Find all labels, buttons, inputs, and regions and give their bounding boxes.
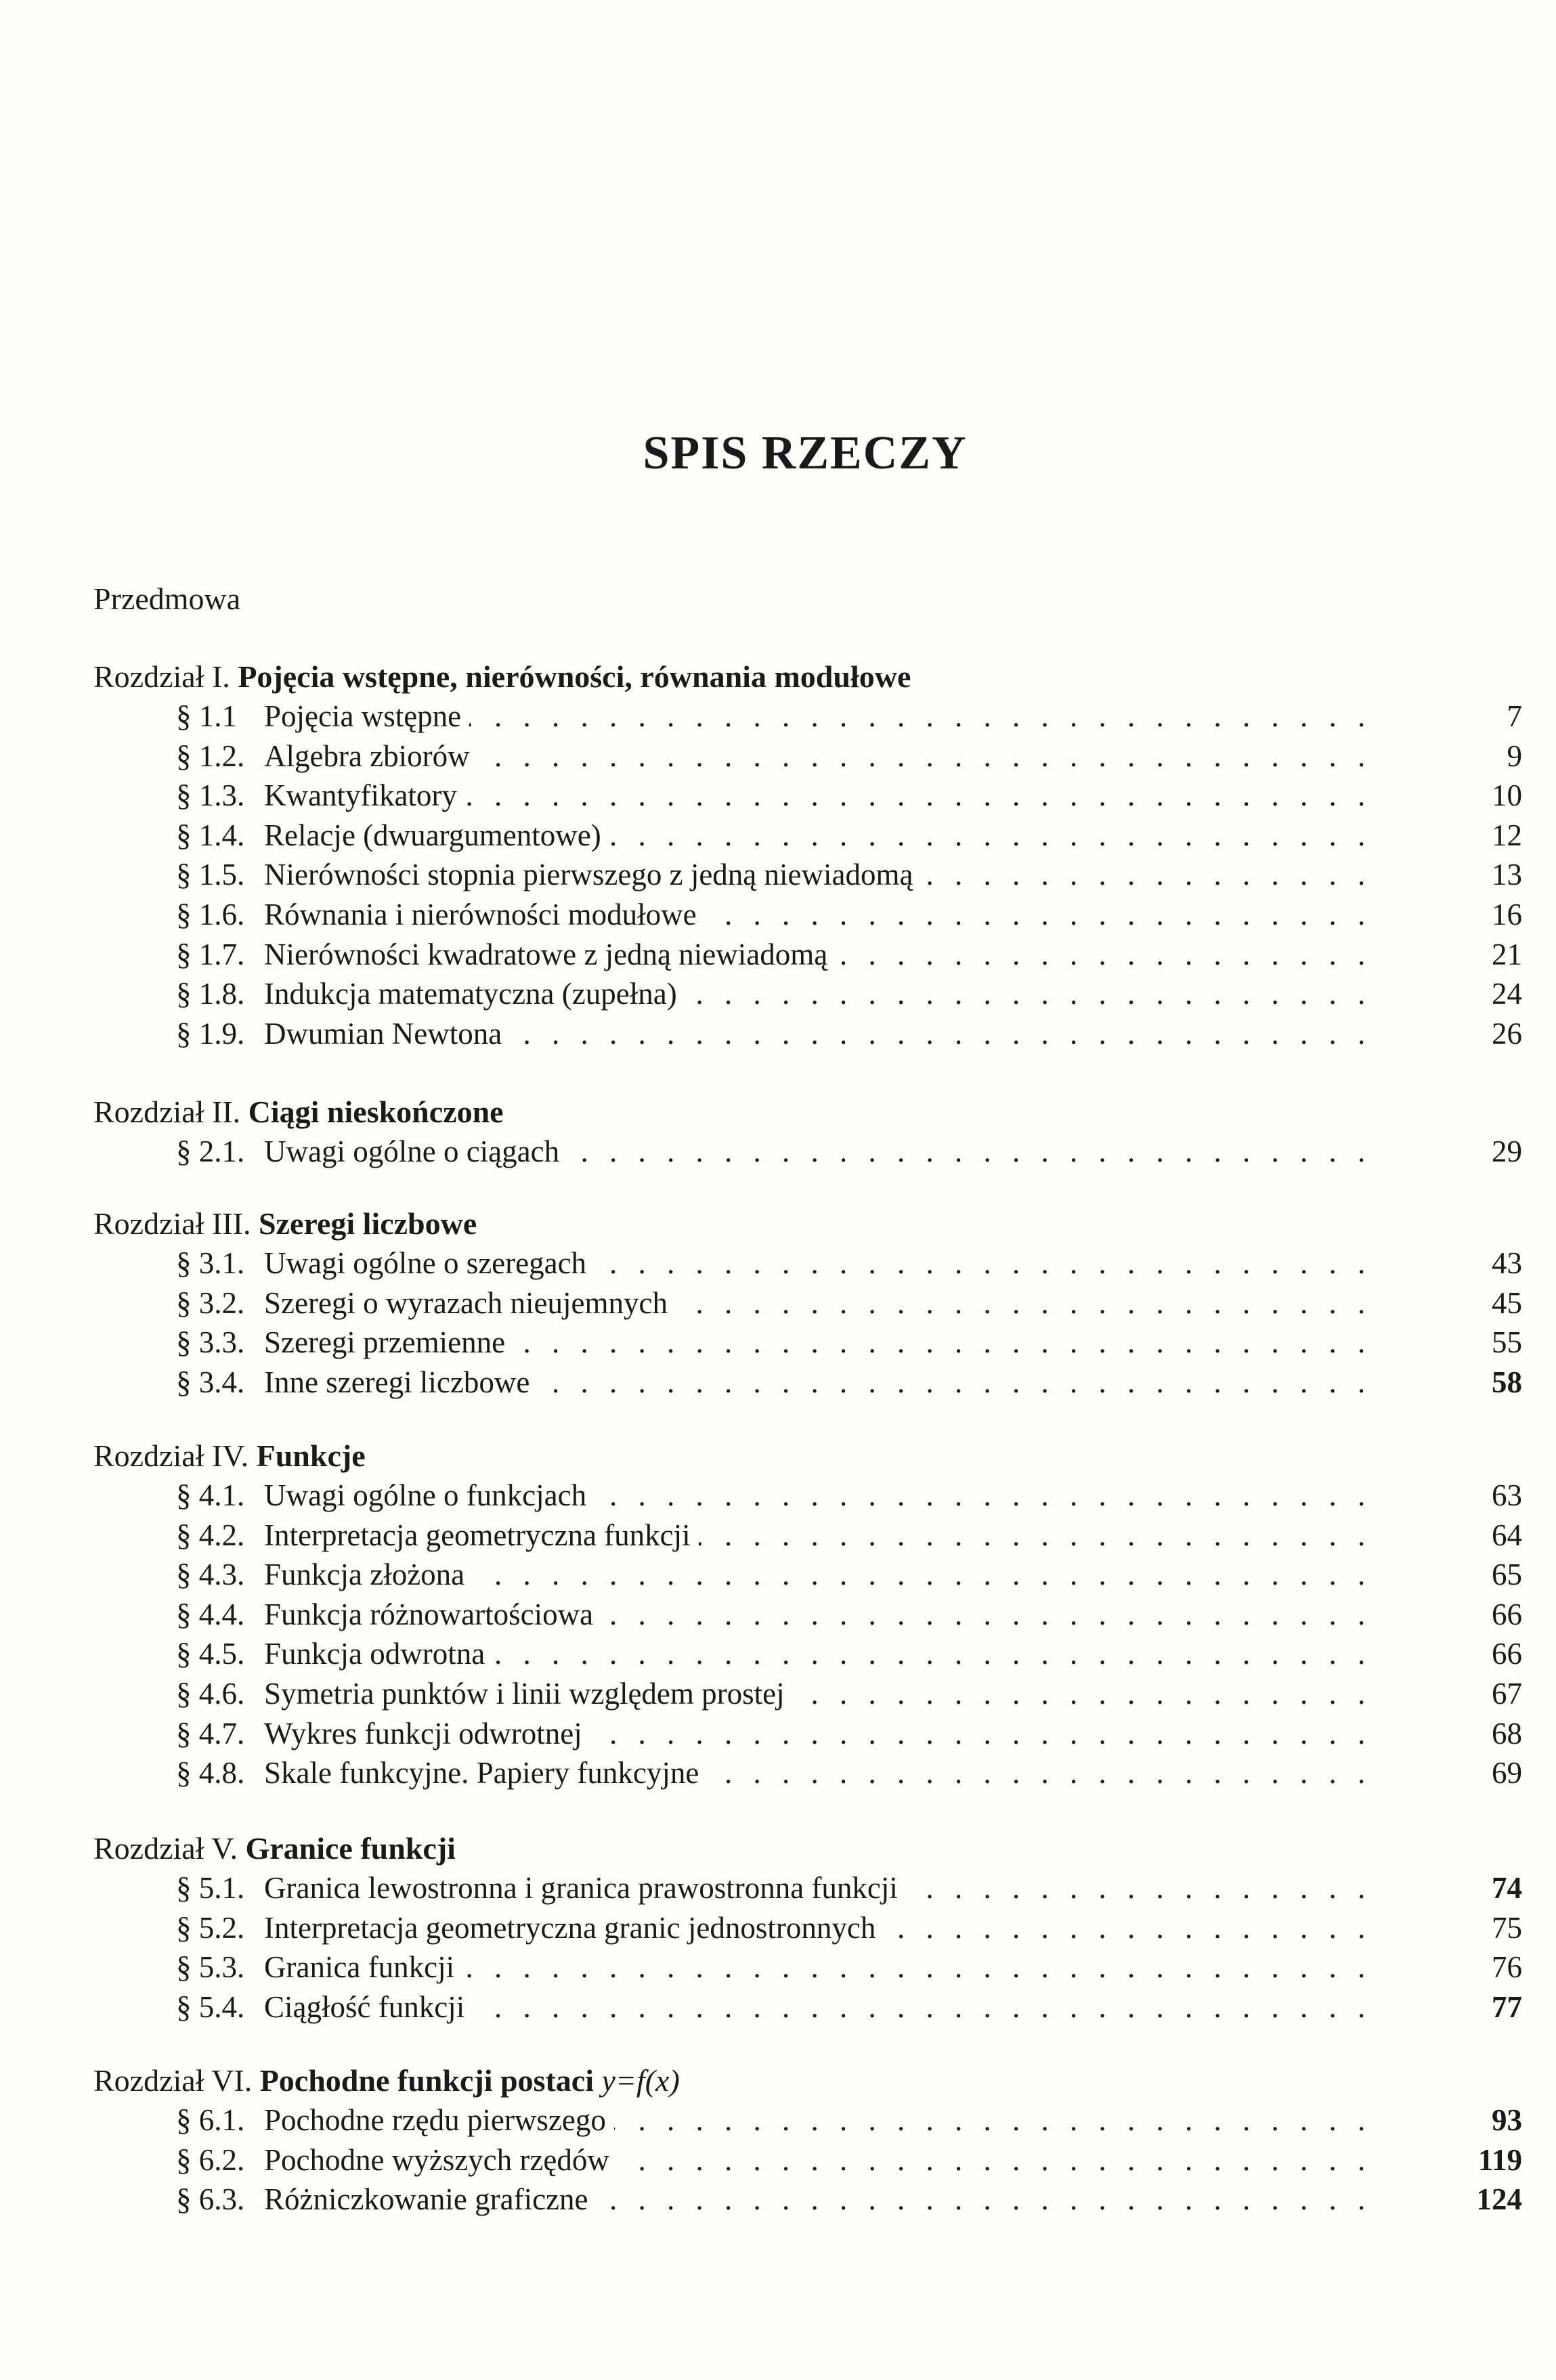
section-title: Interpretacja geometryczna funkcji xyxy=(264,1518,699,1552)
toc-entry xyxy=(93,855,1522,895)
section-title: Indukcja matematyczna (zupełna) xyxy=(264,977,685,1011)
chapter-heading xyxy=(93,1204,1522,1243)
section-number: § 1.4. xyxy=(176,818,245,852)
section-number: § 1.1 xyxy=(176,699,237,733)
toc-entry xyxy=(93,1323,1522,1363)
chapter-4 xyxy=(93,1436,1522,1793)
toc-entry xyxy=(93,1516,1522,1556)
section-number: § 3.4. xyxy=(176,1365,245,1399)
page-number: 124 xyxy=(1476,2182,1522,2217)
toc-entry xyxy=(93,2180,1522,2220)
section-number: § 4.6. xyxy=(176,1676,245,1711)
page-number: 45 xyxy=(1492,1285,1522,1320)
toc-entry xyxy=(93,1868,1522,1908)
section-title: Kwantyfikatory xyxy=(264,778,465,812)
chapter-2 xyxy=(93,1093,1522,1172)
chapter-heading xyxy=(93,1829,1522,1868)
section-number: § 5.3. xyxy=(176,1950,245,1985)
toc-entry xyxy=(93,1947,1522,1987)
toc-entry xyxy=(93,1283,1522,1323)
section-title: Symetria punktów i linii względem prostej xyxy=(264,1677,793,1711)
page-number: 74 xyxy=(1492,1871,1522,1905)
toc-entry xyxy=(93,697,1522,736)
page-number: 75 xyxy=(1492,1910,1522,1945)
page-number: 55 xyxy=(1492,1325,1522,1360)
page-number: 93 xyxy=(1492,2103,1522,2137)
chapter-label: Rozdział VI. xyxy=(93,2063,253,2098)
chapter-title: Funkcje xyxy=(256,1438,366,1473)
page-number: 67 xyxy=(1492,1676,1522,1711)
chapter-label: Rozdział V. xyxy=(93,1831,238,1866)
section-title: Nierówności stopnia pierwszego z jedną niewiadomą xyxy=(264,858,921,891)
page-number: 63 xyxy=(1492,1478,1522,1512)
section-title: Uwagi ogólne o szeregach xyxy=(264,1246,595,1280)
section-title: Funkcja złożona xyxy=(264,1558,473,1591)
section-number: § 1.3. xyxy=(176,778,245,813)
chapter-title: Pojęcia wstępne, nierówności, równania modułowe xyxy=(238,659,911,694)
section-number: § 5.2. xyxy=(176,1910,245,1945)
chapter-label: Rozdział II. xyxy=(93,1095,241,1129)
section-number: § 1.5. xyxy=(176,858,245,892)
section-number: § 6.3. xyxy=(176,2182,245,2217)
page-number: 43 xyxy=(1492,1246,1522,1280)
toc-entry xyxy=(93,974,1522,1014)
toc-entry xyxy=(93,1595,1522,1635)
page-number: 77 xyxy=(1492,1989,1522,2024)
section-number: § 1.2. xyxy=(176,739,245,773)
section-number: § 2.1. xyxy=(176,1134,245,1168)
page-number: 13 xyxy=(1492,858,1522,892)
toc-entry xyxy=(93,1753,1522,1793)
toc-entry xyxy=(93,1674,1522,1714)
chapter-label: Rozdział IV. xyxy=(93,1438,249,1473)
toc-entry xyxy=(93,1714,1522,1754)
chapter-label: Rozdział I. xyxy=(93,659,230,694)
page-number: 64 xyxy=(1492,1518,1522,1552)
section-number: § 4.8. xyxy=(176,1756,245,1790)
section-number: § 5.1. xyxy=(176,1871,245,1905)
section-number: § 1.8. xyxy=(176,977,245,1011)
chapter-5 xyxy=(93,1829,1522,2027)
section-number: § 6.1. xyxy=(176,2103,245,2137)
toc-entry xyxy=(93,736,1522,776)
section-title: Różniczkowanie graficzne xyxy=(264,2182,597,2216)
section-number: § 4.2. xyxy=(176,1518,245,1552)
page-number: 65 xyxy=(1492,1558,1522,1592)
section-title: Uwagi ogólne o funkcjach xyxy=(264,1478,595,1512)
chapter-label: Rozdział III. xyxy=(93,1206,251,1241)
section-number: § 1.9. xyxy=(176,1016,245,1051)
chapter-heading xyxy=(93,1093,1522,1132)
section-title: Funkcja odwrotna xyxy=(264,1637,493,1671)
chapter-title: Pochodne funkcji postaci xyxy=(259,2063,594,2098)
page-title: SPIS RZECZY xyxy=(643,427,968,479)
toc-entry xyxy=(93,2100,1522,2140)
toc-entry xyxy=(93,1908,1522,1948)
chapter-1 xyxy=(93,657,1522,1053)
page-number: 24 xyxy=(1492,977,1522,1011)
toc-entry xyxy=(93,1555,1522,1595)
page-number: 16 xyxy=(1492,897,1522,931)
chapter-title-formula: y=f(x) xyxy=(601,2063,680,2098)
section-title: Pojęcia wstępne xyxy=(264,699,469,733)
section-title: Ciągłość funkcji xyxy=(264,1990,473,2024)
section-number: § 3.1. xyxy=(176,1246,245,1280)
toc-entry xyxy=(93,1132,1522,1172)
section-title: Funkcja różnowartościowa xyxy=(264,1597,601,1631)
toc-entry xyxy=(93,2140,1522,2180)
section-number: § 5.4. xyxy=(176,1989,245,2024)
chapter-title: Szeregi liczbowe xyxy=(258,1206,477,1241)
section-number: § 4.4. xyxy=(176,1597,245,1631)
section-number: § 4.5. xyxy=(176,1637,245,1671)
toc-entry xyxy=(93,816,1522,856)
chapter-3 xyxy=(93,1204,1522,1402)
chapter-heading xyxy=(93,657,1522,697)
toc-entry xyxy=(93,1014,1522,1054)
page-number: 9 xyxy=(1507,739,1522,773)
page-number: 76 xyxy=(1492,1950,1522,1985)
page-number: 26 xyxy=(1492,1016,1522,1051)
chapter-heading xyxy=(93,2061,1522,2100)
toc-entry xyxy=(93,776,1522,816)
page-number: 66 xyxy=(1492,1597,1522,1631)
section-title: Równania i nierówności modułowe xyxy=(264,898,705,931)
section-title: Skale funkcyjne. Papiery funkcyjne xyxy=(264,1756,707,1790)
section-title: Wykres funkcji odwrotnej xyxy=(264,1717,590,1750)
section-number: § 1.6. xyxy=(176,897,245,931)
chapter-heading xyxy=(93,1436,1522,1476)
toc-entry xyxy=(93,1243,1522,1283)
section-title: Szeregi przemienne xyxy=(264,1325,513,1359)
page-number: 119 xyxy=(1477,2142,1522,2177)
chapter-title: Granice funkcji xyxy=(245,1831,456,1866)
section-title: Relacje (dwuargumentowe) xyxy=(264,818,609,852)
section-title: Uwagi ogólne o ciągach xyxy=(264,1134,567,1168)
section-title: Dwumian Newtona xyxy=(264,1017,510,1051)
section-number: § 6.2. xyxy=(176,2142,245,2177)
section-title: Pochodne rzędu pierwszego xyxy=(264,2103,614,2137)
page-number: 10 xyxy=(1492,778,1522,813)
section-number: § 3.3. xyxy=(176,1325,245,1360)
section-title: Nierówności kwadratowe z jedną niewiadomą xyxy=(264,938,836,971)
section-title: Granica funkcji xyxy=(264,1950,462,1984)
section-title: Algebra zbiorów xyxy=(264,739,478,773)
section-number: § 4.7. xyxy=(176,1716,245,1750)
page-number: 69 xyxy=(1492,1756,1522,1790)
preface-heading: Przedmowa xyxy=(93,581,241,616)
page-number: 58 xyxy=(1492,1365,1522,1399)
toc-entry xyxy=(93,1634,1522,1674)
toc-entry xyxy=(93,935,1522,975)
page-number: 66 xyxy=(1492,1637,1522,1671)
section-number: § 3.2. xyxy=(176,1285,245,1320)
toc-entry xyxy=(93,1476,1522,1516)
page-number: 12 xyxy=(1492,818,1522,852)
page-number: 21 xyxy=(1492,937,1522,971)
section-number: § 1.7. xyxy=(176,937,245,971)
section-title: Granica lewostronna i granica prawostronna funkcji xyxy=(264,1871,906,1905)
section-title: Pochodne wyższych rzędów xyxy=(264,2143,618,2177)
toc-entry xyxy=(93,1987,1522,2027)
section-number: § 4.3. xyxy=(176,1558,245,1592)
section-title: Inne szeregi liczbowe xyxy=(264,1365,538,1399)
toc-entry xyxy=(93,1363,1522,1403)
page-number: 68 xyxy=(1492,1716,1522,1750)
section-title: Szeregi o wyrazach nieujemnych xyxy=(264,1286,676,1320)
page-number: 29 xyxy=(1492,1134,1522,1168)
page-number: 7 xyxy=(1507,699,1522,733)
section-number: § 4.1. xyxy=(176,1478,245,1512)
chapter-title: Ciągi nieskończone xyxy=(248,1095,504,1129)
section-title: Interpretacja geometryczna granic jednostronnych xyxy=(264,1911,884,1945)
toc-entry xyxy=(93,895,1522,935)
chapter-6 xyxy=(93,2061,1522,2220)
